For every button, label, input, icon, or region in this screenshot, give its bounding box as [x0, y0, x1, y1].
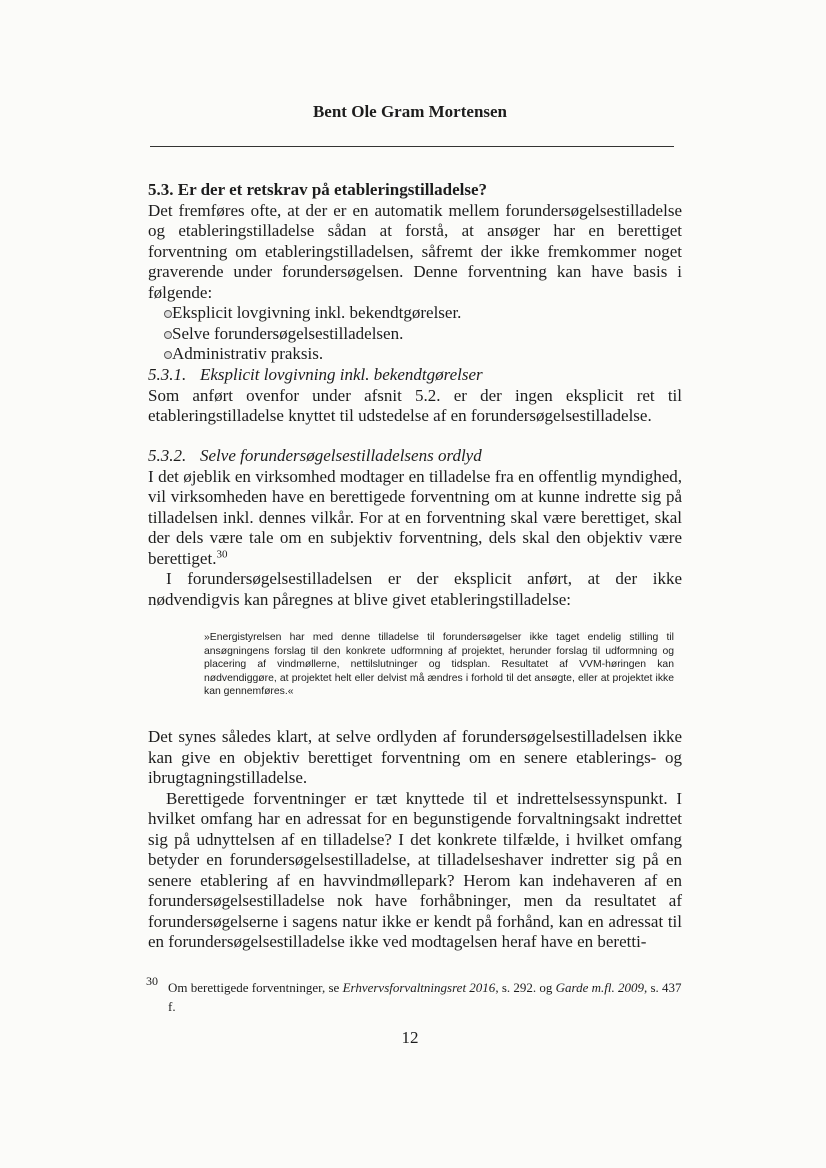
footnote-number: 30: [146, 974, 158, 988]
footnote-reference: 30: [216, 547, 228, 560]
bullet-item: Administrativ praksis.: [148, 344, 682, 365]
bullet-item: Eksplicit lovgivning inkl. bekendtgørelser.: [148, 303, 682, 324]
subsection-text: Som anført ovenfor under afsnit 5.2. er der ingen eksplicit ret til etableringstilladelse knyttet til udstedelse af en forundersøgelsestilladelse.: [148, 385, 682, 425]
header-rule: [150, 146, 674, 147]
bullet-list: [148, 303, 682, 365]
paragraph: Det synes således klart, at selve ordlyden af forundersøgelsestilladelsen ikke kan give en objektiv berettiget forventning om en senere etablerings- og ibrugtagningstilladelse.: [148, 727, 682, 787]
block-quote: [204, 631, 674, 699]
running-header: Bent Ole Gram Mortensen: [312, 102, 508, 121]
paragraph-text: I det øjeblik en virksomhed modtager en tilladelse fra en offentlig myndighed, vil virksomheden have en berettigede forventning om at kunne indrette sig på tilladelsen inkl. dennes vilkår. For at en forventning skal være berettiget, skal der dels være tale om en subjektiv forventning, dels skal den objektiv være berettiget.: [148, 466, 682, 568]
section-title: 5.3. Er der et retskrav på etableringstilladelse?: [148, 180, 488, 199]
subsection-title: [148, 446, 682, 467]
footnote-text: Om berettigede forventninger, se Erhvervsforvaltningsret 2016, s. 292. og Garde m.fl. 2009, s. 437 f.: [168, 980, 682, 1014]
footnote: [146, 974, 686, 1016]
paragraph: I forundersøgelsestilladelsen er der eksplicit anført, at der ikke nødvendigvis kan påregnes at blive givet etableringstilladelse:: [148, 569, 682, 609]
subsection-5-3-2: [148, 446, 682, 610]
continued-text: [148, 727, 682, 953]
subsection-title: [148, 365, 682, 386]
section-5-3: [148, 180, 682, 365]
page-number: 12: [401, 1028, 419, 1047]
paragraph: [148, 467, 682, 570]
subsection-heading: Selve forundersøgelsestilladelsens ordlyd: [200, 446, 482, 465]
subsection-5-3-1: [148, 365, 682, 427]
subsection-number: 5.3.2.: [148, 446, 187, 465]
subsection-number: 5.3.1.: [148, 365, 187, 384]
paragraph: Berettigede forventninger er tæt knyttede til et indrettelsessynspunkt. I hvilket omfang har en adressat for en begunstigende forvaltningsakt indrettet sig på udnyttelsen af en tilladelse? I det konkrete tilfælde, i hvilket omfang betyder en forundersøgelsestilladelse, at tilladelseshaver indretter sig på en senere etablering af en havvindmøllepark? Herom kan indehaveren af en forundersøgelsestilladelse nok have forhåbninger, men da resultatet af forundersøgelserne i sagens natur ikke er kendt på forhånd, kan en adressat til en forundersøgelsestilladelse ikke ved modtagelsen heraf have en beretti-: [148, 788, 682, 951]
bullet-item: Selve forundersøgelsestilladelsen.: [148, 324, 682, 345]
subsection-heading: Eksplicit lovgivning inkl. bekendtgørelser: [200, 365, 483, 384]
section-intro: Det fremføres ofte, at der er en automatik mellem forundersøgelsestilladelse og etableringstilladelse sådan at forstå, at ansøger har en berettiget forventning om etableringstilladelsen, såfremt der ikke fremkommer noget graverende under forundersøgelsen. Denne forventning kan have basis i følgende:: [148, 200, 682, 302]
quote-text: »Energistyrelsen har med denne tilladelse til forundersøgelser ikke taget endelig stilling til ansøgningens forslag til den konkrete udformning af projektet, herunder forslag til udformning og placering af vindmøllerne, nettilslutninger og tidsplan. Resultatet af VVM-høringen kan nødvendiggøre, at projektet helt eller delvist må ændres i forhold til det ansøgte, eller at projektet ikke kan gennemføres.«: [204, 632, 674, 698]
